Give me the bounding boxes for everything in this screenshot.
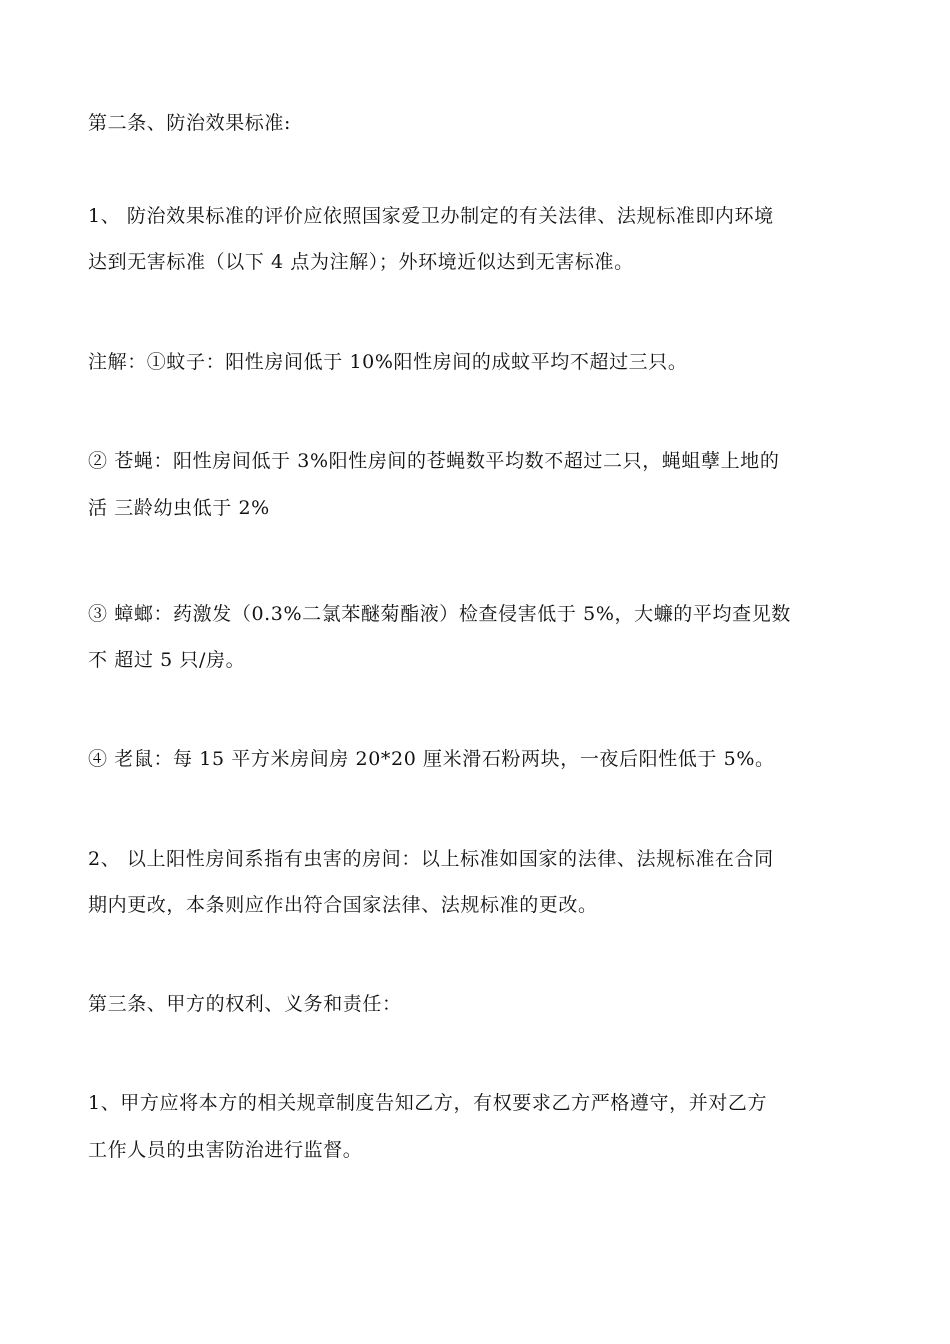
article-3-heading: 第三条、甲方的权利、义务和责任： xyxy=(88,993,402,1015)
clause-1-line-2: 达到无害标准（以下 4 点为注解）；外环境近似达到无害标准。 xyxy=(88,251,634,273)
note-fly-line-1: ② 苍蝇：阳性房间低于 3%阳性房间的苍蝇数平均数不超过二只，蝇蛆孽上地的 xyxy=(88,450,780,472)
article-3-clause-1-line-2: 工作人员的虫害防治进行监督。 xyxy=(88,1139,363,1161)
clause-2-line-2: 期内更改，本条则应作出符合国家法律、法规标准的更改。 xyxy=(88,894,598,916)
clause-2-line-1: 2、 以上阳性房间系指有虫害的房间：以上标准如国家的法律、法规标准在合同 xyxy=(88,848,774,870)
article-3-clause-1-line-1: 1、甲方应将本方的相关规章制度告知乙方，有权要求乙方严格遵守，并对乙方 xyxy=(88,1092,768,1114)
note-fly-line-2: 活 三龄幼虫低于 2% xyxy=(88,497,270,519)
article-2-heading: 第二条、防治效果标准: xyxy=(88,112,292,134)
note-rat: ④ 老鼠：每 15 平方米房间房 20*20 厘米滑石粉两块，一夜后阳性低于 5%。 xyxy=(88,748,775,770)
note-mosquito: 注解：①蚊子：阳性房间低于 10%阳性房间的成蚊平均不超过三只。 xyxy=(88,351,688,373)
note-cockroach-line-1: ③ 蟑螂：药激发（0.3%二氯苯醚菊酯液）检查侵害低于 5%，大蠊的平均查见数 xyxy=(88,603,791,625)
note-cockroach-line-2: 不 超过 5 只/房。 xyxy=(88,649,246,671)
clause-1-line-1: 1、 防治效果标准的评价应依照国家爱卫办制定的有关法律、法规标准即内环境 xyxy=(88,205,774,227)
